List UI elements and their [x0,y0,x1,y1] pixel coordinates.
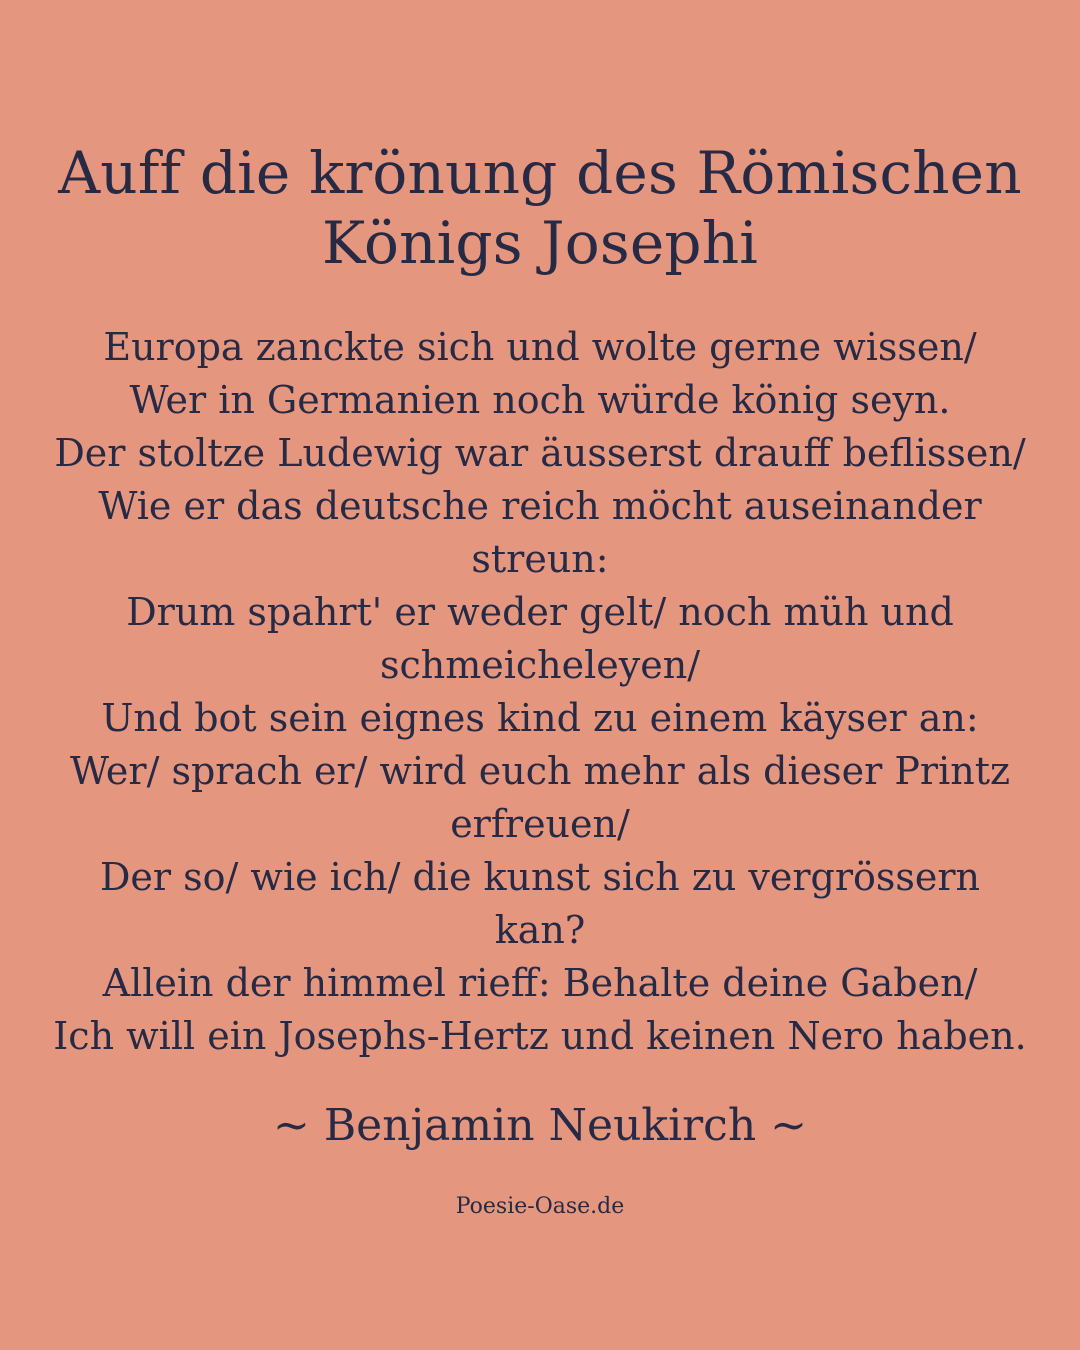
poem-line: Wer/ sprach er/ wird euch mehr als dieser Printz [69,749,1011,793]
poem-author: ~ Benjamin Neukirch ~ [272,1100,808,1151]
poem-line: Drum spahrt' er weder gelt/ noch müh und [126,590,954,634]
poem-title-line: Auff die krönung des Römischen [58,139,1022,207]
poem-line: Allein der himmel rieff: Behalte deine Gaben/ [102,961,978,1005]
poem-title [20,138,1060,278]
poem-line: Und bot sein eignes kind zu einem käyser an: [101,696,979,740]
poem-body [20,321,1060,1063]
poem-line: Wer in Germanien noch würde könig seyn. [129,378,951,422]
poem-line: Wie er das deutsche reich möcht auseinander [98,484,982,528]
poem-line: Der stoltze Ludewig war äusserst drauff beflissen/ [54,431,1026,475]
site-credit: Poesie-Oase.de [455,1194,625,1219]
poem-title-line: Königs Josephi [321,209,759,277]
poem-line: kan? [494,908,586,952]
poem-line: schmeicheleyen/ [379,643,701,687]
poem-line: Der so/ wie ich/ die kunst sich zu vergrössern [99,855,981,899]
poem-line: Ich will ein Josephs-Hertz und keinen Nero haben. [53,1014,1027,1058]
poem-line: erfreuen/ [450,802,630,846]
poem-line: streun: [471,537,609,581]
poem-line: Europa zanckte sich und wolte gerne wissen/ [103,325,977,369]
